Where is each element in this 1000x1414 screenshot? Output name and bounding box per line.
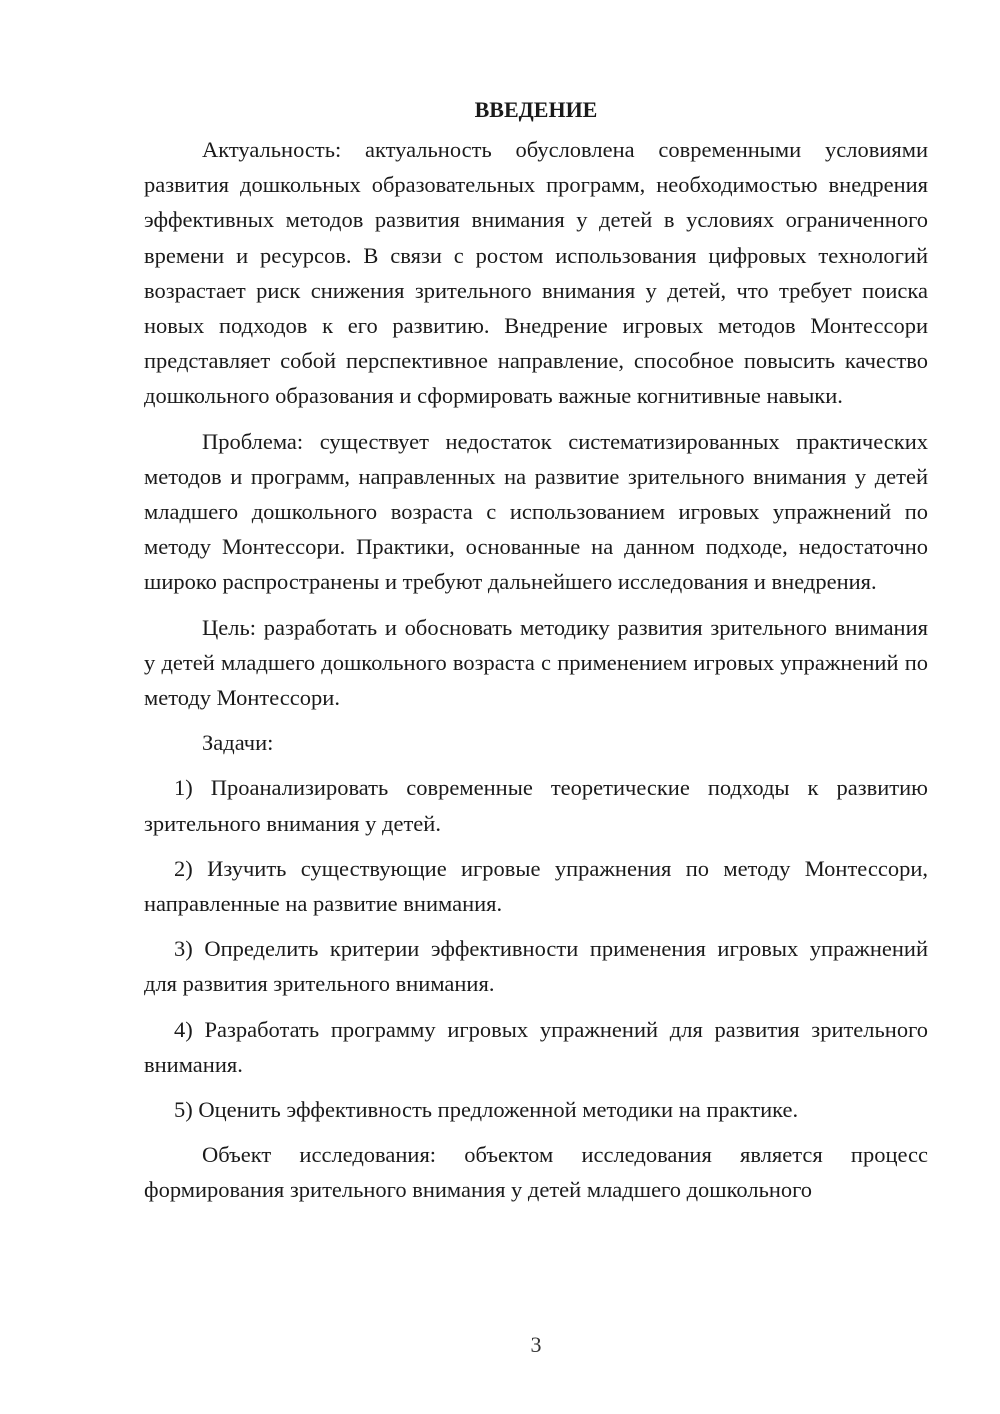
task-item-1: 1) Проанализировать современные теоретические подходы к развитию зрительного внимания у детей. <box>144 775 928 836</box>
task-item-2: 2) Изучить существующие игровые упражнения по методу Монтессори, направленные на развитие внимания. <box>144 855 928 917</box>
tasks-label: Задачи: <box>202 730 274 756</box>
task-item-5: 5) Оценить эффективность предложенной методики на практике. <box>174 1097 799 1123</box>
paragraph-object: Объект исследования: объектом исследования является процесс формирования зрительного внимания у детей младшего дошкольного <box>144 1142 928 1203</box>
paragraph-goal: Цель: разработать и обосновать методику развития зрительного внимания у детей младшего дошкольного возраста с применением игровых упражнений по методу Монтессори. <box>144 614 928 711</box>
paragraph-problem: Проблема: существует недостаток систематизированных практических методов и программ, направленных на развитие зрительного внимания у детей младшего дошкольного возраста с использованием игровых упражнений по методу Монтессори. Практики, основанные на данном подходе, недостаточно широко распространены и требуют дальнейшего исследования и внедрения. <box>144 428 928 595</box>
document-page <box>144 92 928 1208</box>
task-item-3: 3) Определить критерии эффективности применения игровых упражнений для развития зрительного внимания. <box>144 936 928 997</box>
task-item-4: 4) Разработать программу игровых упражнений для развития зрительного внимания. <box>144 1016 928 1077</box>
section-heading: ВВЕДЕНИЕ <box>474 97 598 122</box>
page-number: 3 <box>530 1332 542 1357</box>
paragraph-relevance: Актуальность: актуальность обусловлена современными условиями развития дошкольных образовательных программ, необходимостью внедрения эффективных методов развития внимания у детей в условиях ограниченного времени и ресурсов. В связи с ростом использования цифровых технологий возрастает риск снижения зрительного внимания у детей, что требует поиска новых подходов к его развитию. Внедрение игровых методов Монтессори представляет собой перспективное направление, способное повысить качество дошкольного образования и сформировать важные когнитивные навыки. <box>144 137 928 409</box>
